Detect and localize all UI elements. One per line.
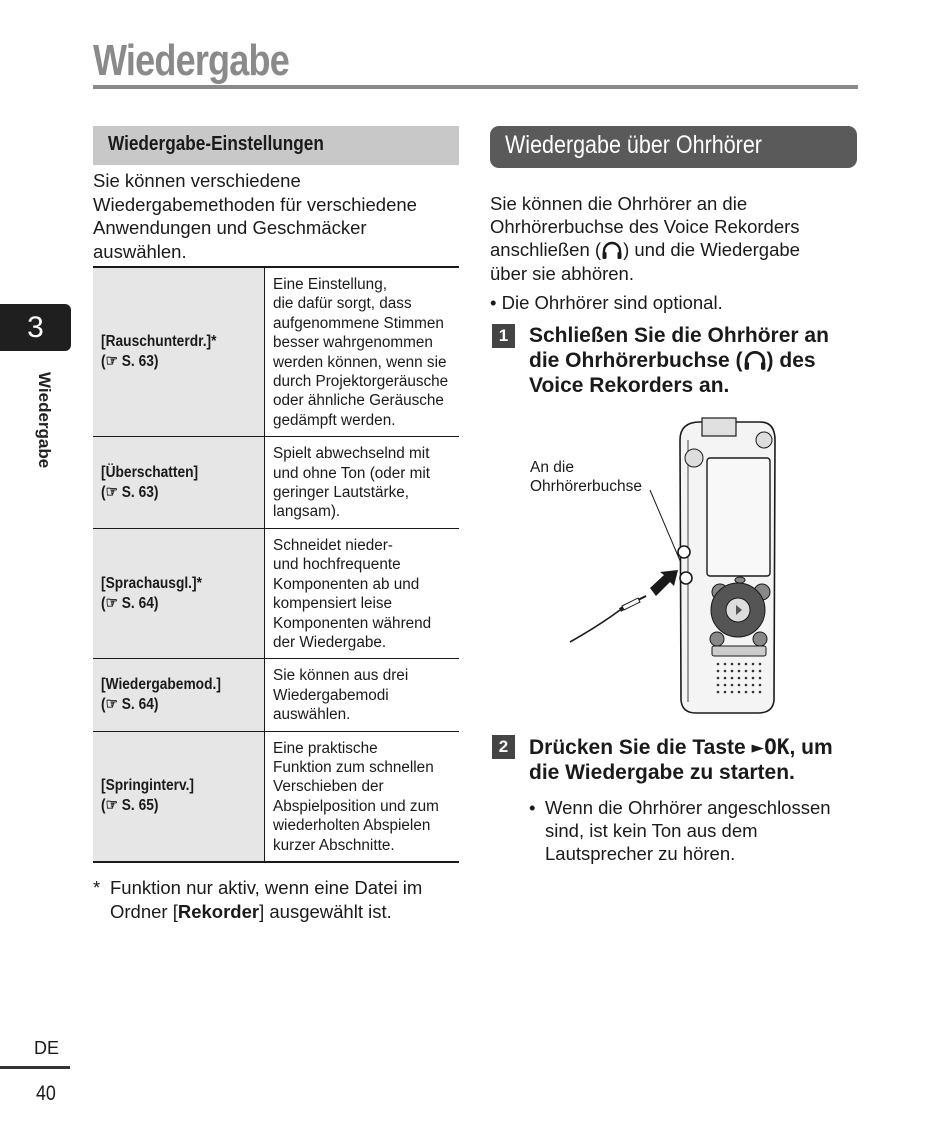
page-number: 40	[36, 1082, 56, 1105]
voice-recorder-illustration	[560, 410, 790, 720]
table-row	[93, 437, 459, 529]
step-2-text: Drücken Sie die Taste ►OK, um die Wiedergabe zu starten.	[529, 735, 833, 784]
chapter-tab: 3	[0, 304, 71, 351]
setting-description: Schneidet nieder- und hochfrequente Komponenten ab und kompensiert leise Komponenten während der Wiedergabe.	[265, 528, 460, 658]
step-2-badge: 2	[492, 735, 515, 759]
section-header-settings: Wiedergabe-Einstellungen	[93, 126, 459, 165]
setting-description: Sie können aus drei Wiedergabemodi auswählen.	[265, 659, 460, 731]
table-row	[93, 659, 459, 731]
setting-description: Eine Einstellung, die dafür sorgt, dass aufgenommene Stimmen besser wahrgenommen werden können, wenn sie durch Projektorgeräusche oder ähnliche Geräusche gedämpft werden.	[265, 267, 460, 437]
settings-table	[93, 266, 459, 863]
table-row	[93, 267, 459, 437]
title-rule	[93, 85, 858, 89]
settings-intro: Sie können verschiedene Wiedergabemethoden für verschiedene Anwendungen und Geschmäcker auswählen.	[93, 170, 417, 262]
table-row	[93, 731, 459, 862]
setting-name: [Sprachausgl.]* (☞ S. 64)	[93, 528, 265, 658]
page-title: Wiedergabe	[93, 36, 289, 85]
setting-name: [Springinterv.] (☞ S. 65)	[93, 731, 265, 862]
headphones-icon	[743, 349, 767, 371]
optional-note: • Die Ohrhörer sind optional.	[490, 292, 723, 313]
step-1-text: Schließen Sie die Ohrhörer an die Ohrhörerbuchse ( ) des Voice Rekorders an.	[529, 324, 829, 397]
setting-name: [Rauschunterdr.]* (☞ S. 63)	[93, 267, 265, 437]
setting-description: Eine praktische Funktion zum schnellen Verschieben der Abspielposition und zum wiederholten Abspielen kurzer Abschnitte.	[273, 739, 439, 854]
jack-callout: An die Ohrhörerbuchse	[530, 459, 643, 495]
table-row	[93, 528, 459, 658]
language-label: DE	[34, 1038, 60, 1058]
step-2-note: • Wenn die Ohrhörer angeschlossen sind, ist kein Ton aus dem Lautsprecher zu hören.	[529, 797, 831, 864]
language-rule	[0, 1066, 70, 1069]
earphones-intro: Sie können die Ohrhörer an die Ohrhörerbuchse des Voice Rekorders anschließen ( ) und die Wiedergabe über sie abhören.	[490, 193, 800, 284]
footnote: * Funktion nur aktiv, wenn eine Datei im Ordner [Rekorder] ausgewählt ist.	[93, 877, 423, 922]
setting-name: [Überschatten] (☞ S. 63)	[93, 437, 265, 529]
section-header-earphones: Wiedergabe über Ohrhörer	[490, 126, 857, 168]
headphones-icon	[601, 240, 623, 260]
setting-name: [Wiedergabemod.] (☞ S. 64)	[93, 659, 265, 731]
step-1-badge: 1	[492, 324, 515, 348]
setting-description: Spielt abwechselnd mit und ohne Ton (oder mit geringer Lautstärke, langsam).	[265, 437, 460, 529]
chapter-side-label: Wiedergabe	[35, 372, 54, 469]
ok-key-label: ►OK	[751, 735, 790, 759]
